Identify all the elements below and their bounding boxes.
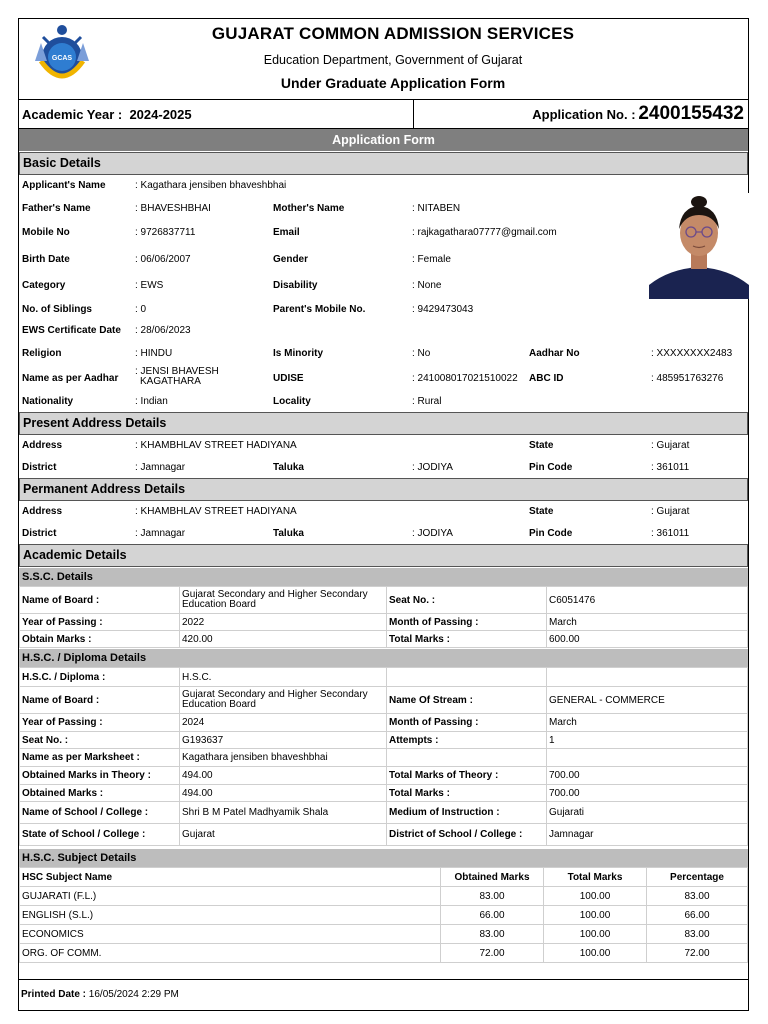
label-religion: Religion — [22, 348, 62, 359]
hsc-year-value: 2024 — [180, 714, 387, 732]
page-title: GUJARAT COMMON ADMISSION SERVICES — [211, 24, 575, 43]
hsc-school-district-value: Jamnagar — [547, 824, 748, 846]
section-permanent-address: Permanent Address Details — [19, 478, 748, 501]
section-academic-details: Academic Details — [19, 544, 748, 567]
value-father-name: : BHAVESHBHAI — [135, 203, 211, 214]
hsc-table — [19, 667, 748, 846]
label-abc-id: ABC ID — [529, 373, 564, 384]
label-permanent-pin: Pin Code — [529, 528, 573, 539]
table-row: ECONOMICS 83.00 100.00 83.00 — [20, 925, 748, 944]
value-permanent-address: : KHAMBHLAV STREET HADIYANA — [135, 506, 297, 517]
hsc-total-value: 700.00 — [547, 785, 748, 802]
subsection-hsc-subjects: H.S.C. Subject Details — [19, 849, 748, 867]
hsc-board-label: Name of Board : — [20, 687, 180, 714]
hsc-month-label: Month of Passing : — [387, 714, 547, 732]
label-aadhar: Aadhar No — [529, 348, 580, 359]
ssc-month-value: March — [547, 614, 748, 631]
label-udise: UDISE — [273, 373, 304, 384]
hsc-seat-value: G193637 — [180, 732, 387, 749]
footer-divider — [19, 979, 748, 980]
hsc-marksheet-label: Name as per Marksheet : — [20, 749, 180, 767]
value-permanent-taluka: : JODIYA — [412, 528, 453, 539]
value-email: : rajkagathara07777@gmail.com — [412, 227, 557, 238]
table-row: ORG. OF COMM. 72.00 100.00 72.00 — [20, 944, 748, 963]
value-permanent-pin: : 361011 — [651, 528, 690, 539]
value-aadhar: : XXXXXXXX2483 — [651, 348, 733, 359]
label-present-state: State — [529, 440, 554, 451]
section-basic-details: Basic Details — [19, 152, 748, 175]
label-nationality: Nationality — [22, 396, 74, 407]
applicant-photo — [649, 193, 749, 299]
label-parent-mobile: Parent's Mobile No. — [273, 304, 366, 315]
hsc-school-label: Name of School / College : — [20, 802, 180, 824]
label-present-pin: Pin Code — [529, 462, 573, 473]
value-present-address: : KHAMBHLAV STREET HADIYANA — [135, 440, 297, 451]
hsc-type-value: H.S.C. — [180, 668, 387, 687]
printed-date: Printed Date : 16/05/2024 2:29 PM — [21, 989, 179, 1000]
label-email: Email — [273, 227, 300, 238]
ssc-obtain-value: 420.00 — [180, 631, 387, 648]
value-permanent-district: : Jamnagar — [135, 528, 186, 539]
label-disability: Disability — [273, 280, 318, 291]
table-row: GUJARATI (F.L.) 83.00 100.00 83.00 — [20, 887, 748, 906]
value-siblings: : 0 — [135, 304, 147, 315]
label-permanent-state: State — [529, 506, 554, 517]
ssc-year-value: 2022 — [180, 614, 387, 631]
ssc-total-value: 600.00 — [547, 631, 748, 648]
hsc-total-theory-label: Total Marks of Theory : — [387, 767, 547, 785]
hsc-total-theory-value: 700.00 — [547, 767, 748, 785]
hsc-type-label: H.S.C. / Diploma : — [20, 668, 180, 687]
label-locality: Locality — [273, 396, 311, 407]
label-mother-name: Mother's Name — [273, 203, 345, 214]
hsc-marksheet-value: Kagathara jensiben bhaveshbhai — [180, 749, 387, 767]
section-present-address: Present Address Details — [19, 412, 748, 435]
ssc-obtain-label: Obtain Marks : — [20, 631, 180, 648]
value-religion: : HINDU — [135, 348, 173, 359]
value-present-district: : Jamnagar — [135, 462, 186, 473]
value-disability: : None — [412, 280, 442, 291]
hsc-month-value: March — [547, 714, 748, 732]
label-father-name: Father's Name — [22, 203, 91, 214]
year-bar — [19, 99, 748, 129]
value-locality: : Rural — [412, 396, 442, 407]
subjects-header-name: HSC Subject Name — [20, 868, 441, 887]
hsc-school-district-label: District of School / College : — [387, 824, 547, 846]
value-mother-name: : NITABEN — [412, 203, 461, 214]
value-nationality: : Indian — [135, 396, 168, 407]
subjects-header-total: Total Marks — [544, 868, 647, 887]
label-applicant-name: Applicant's Name — [22, 180, 106, 191]
hsc-theory-label: Obtained Marks in Theory : — [20, 767, 180, 785]
value-present-pin: : 361011 — [651, 462, 690, 473]
label-permanent-district: District — [22, 528, 57, 539]
form-name: Under Graduate Application Form — [280, 75, 506, 91]
hsc-total-label: Total Marks : — [387, 785, 547, 802]
page-subtitle: Education Department, Government of Gujarat — [263, 53, 523, 67]
gcas-logo-icon — [27, 21, 97, 97]
subjects-header-obtained: Obtained Marks — [441, 868, 544, 887]
subsection-hsc: H.S.C. / Diploma Details — [19, 649, 748, 667]
subsection-ssc: S.S.C. Details — [19, 568, 748, 586]
label-minority: Is Minority — [273, 348, 324, 359]
label-permanent-address: Address — [22, 506, 63, 517]
ssc-total-label: Total Marks : — [387, 631, 547, 648]
application-form-page — [18, 18, 749, 1011]
ssc-seat-label: Seat No. : — [387, 587, 547, 614]
hsc-medium-label: Medium of Instruction : — [387, 802, 547, 824]
value-minority: : No — [412, 348, 431, 359]
subjects-table — [19, 867, 748, 963]
value-present-state: : Gujarat — [651, 440, 690, 451]
label-mobile: Mobile No — [22, 227, 70, 238]
value-name-aadhar: : JENSI BHAVESH KAGATHARA — [135, 366, 219, 387]
label-present-taluka: Taluka — [273, 462, 304, 473]
ssc-board-label: Name of Board : — [20, 587, 180, 614]
label-ews-date: EWS Certificate Date — [22, 325, 121, 336]
form-bar: Application Form — [19, 129, 748, 151]
hsc-medium-value: Gujarati — [547, 802, 748, 824]
label-present-district: District — [22, 462, 57, 473]
value-category: : EWS — [135, 280, 164, 291]
hsc-stream-value: GENERAL - COMMERCE — [547, 687, 748, 714]
hsc-obtained-value: 494.00 — [180, 785, 387, 802]
label-category: Category — [22, 280, 66, 291]
value-birth-date: : 06/06/2007 — [135, 254, 191, 265]
label-permanent-taluka: Taluka — [273, 528, 304, 539]
value-parent-mobile: : 9429473043 — [412, 304, 474, 315]
value-mobile: : 9726837711 — [135, 227, 196, 238]
hsc-attempts-value: 1 — [547, 732, 748, 749]
label-present-address: Address — [22, 440, 63, 451]
hsc-year-label: Year of Passing : — [20, 714, 180, 732]
value-gender: : Female — [412, 254, 451, 265]
value-present-taluka: : JODIYA — [412, 462, 453, 473]
svg-text:GCAS: GCAS — [51, 55, 73, 62]
label-birth-date: Birth Date — [22, 254, 70, 265]
hsc-attempts-label: Attempts : — [387, 732, 547, 749]
hsc-stream-label: Name Of Stream : — [387, 687, 547, 714]
hsc-theory-value: 494.00 — [180, 767, 387, 785]
hsc-school-state-value: Gujarat — [180, 824, 387, 846]
ssc-year-label: Year of Passing : — [20, 614, 180, 631]
hsc-seat-label: Seat No. : — [20, 732, 180, 749]
value-permanent-state: : Gujarat — [651, 506, 690, 517]
label-siblings: No. of Siblings — [22, 304, 92, 315]
application-number: Application No. : 2400155432 — [532, 103, 744, 124]
ssc-board-value: Gujarat Secondary and Higher Secondary Education Board — [180, 587, 387, 614]
hsc-school-value: Shri B M Patel Madhyamik Shala — [180, 802, 387, 824]
value-ews-date: : 28/06/2023 — [135, 325, 191, 336]
value-applicant-name: : Kagathara jensiben bhaveshbhai — [135, 180, 287, 191]
label-gender: Gender — [273, 254, 309, 265]
table-row: ENGLISH (S.L.) 66.00 100.00 66.00 — [20, 906, 748, 925]
value-abc-id: : 485951763276 — [651, 373, 724, 384]
ssc-table — [19, 586, 748, 648]
ssc-seat-value: C6051476 — [547, 587, 748, 614]
subjects-header-percentage: Percentage — [647, 868, 748, 887]
hsc-obtained-label: Obtained Marks : — [20, 785, 180, 802]
label-name-aadhar: Name as per Aadhar — [22, 373, 119, 384]
academic-year: Academic Year : 2024-2025 — [22, 107, 192, 122]
hsc-school-state-label: State of School / College : — [20, 824, 180, 846]
value-udise: : 241008017021510022 — [412, 373, 518, 384]
hsc-board-value: Gujarat Secondary and Higher Secondary Education Board — [180, 687, 387, 714]
ssc-month-label: Month of Passing : — [387, 614, 547, 631]
